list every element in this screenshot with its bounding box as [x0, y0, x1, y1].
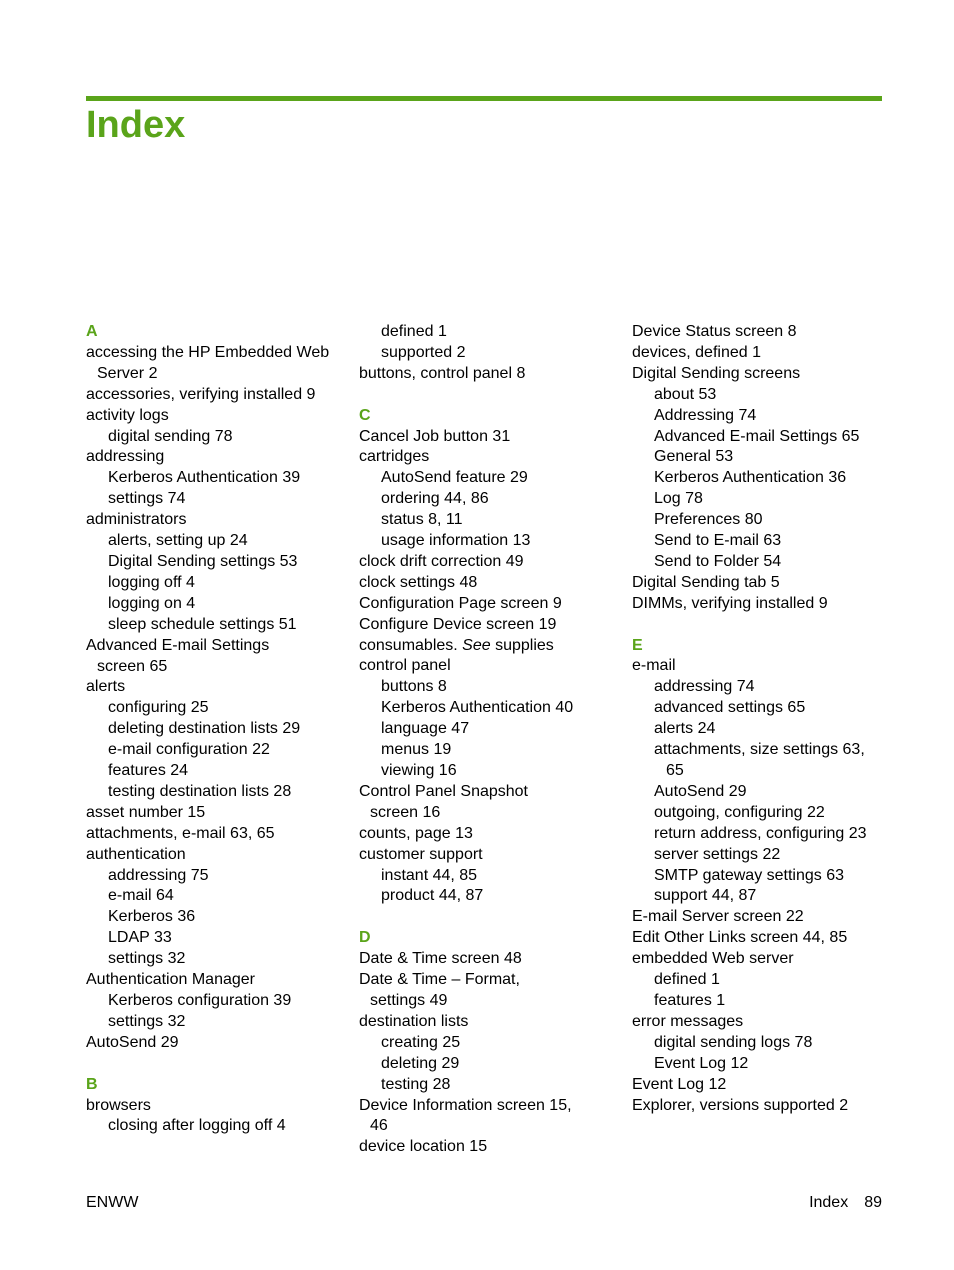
index-entry: administrators — [86, 511, 187, 529]
title-rule — [86, 96, 882, 101]
index-entry: cartridges — [359, 448, 430, 466]
index-subentry: sleep schedule settings 51 — [108, 615, 297, 633]
index-subentry: return address, configuring 23 — [654, 824, 867, 842]
index-entry: Edit Other Links screen 44, 85 — [632, 929, 848, 947]
index-subentry: status 8, 11 — [381, 511, 463, 529]
index-entry: Device Information screen 15, — [359, 1096, 572, 1114]
index-entry-continuation: settings 49 — [370, 991, 448, 1009]
index-entry: Advanced E-mail Settings — [86, 636, 270, 654]
index-column-1 — [86, 322, 348, 1137]
index-subentry: menus 19 — [381, 741, 452, 759]
index-entry-target: supplies — [490, 636, 554, 654]
index-subentry: deleting 29 — [381, 1054, 460, 1072]
index-entry: Digital Sending tab 5 — [632, 573, 780, 591]
index-entry: Digital Sending screens — [632, 364, 801, 382]
index-subentry: ordering 44, 86 — [381, 490, 489, 508]
index-subentry: General 53 — [654, 448, 734, 466]
index-entry: accessing the HP Embedded Web — [86, 343, 330, 361]
index-subentry: features 24 — [108, 762, 189, 780]
index-entry: Configuration Page screen 9 — [359, 594, 562, 612]
index-subentry: e-mail configuration 22 — [108, 741, 270, 759]
index-subentry: support 44, 87 — [654, 887, 757, 905]
index-subentry: digital sending logs 78 — [654, 1033, 813, 1051]
index-entry: Authentication Manager — [86, 971, 255, 989]
index-entry: Cancel Job button 31 — [359, 427, 511, 445]
index-entry-continuation: Server 2 — [97, 364, 158, 382]
index-subentry: defined 1 — [381, 323, 447, 340]
index-subentry: Kerberos Authentication 40 — [381, 699, 574, 717]
index-entry: clock settings 48 — [359, 573, 478, 591]
index-letter-b: B — [86, 1075, 98, 1093]
index-entry: browsers — [86, 1096, 151, 1114]
page-title: Index — [86, 104, 186, 146]
index-subentry: alerts 24 — [654, 720, 716, 738]
index-entry: destination lists — [359, 1012, 469, 1030]
index-entry: asset number 15 — [86, 803, 206, 821]
index-subentry: creating 25 — [381, 1033, 461, 1051]
index-entry-text: consumables. — [359, 636, 463, 654]
index-letter-e: E — [632, 636, 643, 654]
index-entry: activity logs — [86, 406, 169, 424]
index-subentry: Digital Sending settings 53 — [108, 552, 298, 570]
index-entry: Event Log 12 — [632, 1075, 727, 1093]
index-entry: device location 15 — [359, 1138, 488, 1156]
index-entry: Device Status screen 8 — [632, 323, 797, 340]
index-subentry: settings 32 — [108, 950, 186, 968]
index-subentry: Send to E-mail 63 — [654, 532, 782, 550]
index-subentry: buttons 8 — [381, 678, 447, 696]
index-subentry: Kerberos Authentication 39 — [108, 469, 301, 487]
index-subentry: Send to Folder 54 — [654, 552, 782, 570]
index-subentry: addressing 74 — [654, 678, 755, 696]
index-subentry: Kerberos 36 — [108, 908, 196, 926]
index-subentry: defined 1 — [654, 971, 720, 989]
index-subentry: Log 78 — [654, 490, 703, 508]
index-subentry: Event Log 12 — [654, 1054, 749, 1072]
index-entry: devices, defined 1 — [632, 343, 761, 361]
index-entry: DIMMs, verifying installed 9 — [632, 594, 828, 612]
index-subentry: instant 44, 85 — [381, 866, 478, 884]
index-subentry: logging on 4 — [108, 594, 196, 612]
index-subentry: usage information 13 — [381, 532, 531, 550]
index-subentry: addressing 75 — [108, 866, 209, 884]
index-subentry: alerts, setting up 24 — [108, 532, 248, 550]
index-subentry: Kerberos Authentication 36 — [654, 469, 847, 487]
index-subentry: testing 28 — [381, 1075, 451, 1093]
index-entry: AutoSend 29 — [86, 1033, 179, 1051]
index-subentry: closing after logging off 4 — [108, 1117, 286, 1135]
index-column-3 — [632, 322, 894, 1116]
index-entry: accessories, verifying installed 9 — [86, 385, 316, 403]
index-subentry: supported 2 — [381, 343, 466, 361]
index-entry: Control Panel Snapshot — [359, 782, 528, 800]
index-subentry: e-mail 64 — [108, 887, 174, 905]
index-entry: E-mail Server screen 22 — [632, 908, 804, 926]
index-entry: Explorer, versions supported 2 — [632, 1096, 849, 1114]
index-subentry: settings 74 — [108, 490, 186, 508]
index-subentry: testing destination lists 28 — [108, 782, 292, 800]
index-subentry: Addressing 74 — [654, 406, 757, 424]
index-subentry: configuring 25 — [108, 699, 209, 717]
index-subentry: Kerberos configuration 39 — [108, 992, 292, 1009]
index-entry-continuation: screen 16 — [370, 803, 441, 821]
index-letter-a: A — [86, 323, 98, 340]
index-subentry: LDAP 33 — [108, 929, 172, 947]
index-subentry: viewing 16 — [381, 762, 457, 780]
index-entry: buttons, control panel 8 — [359, 364, 526, 382]
footer-section: Index — [809, 1194, 849, 1211]
footer-page-number: 89 — [864, 1194, 882, 1211]
index-subentry: Advanced E-mail Settings 65 — [654, 427, 860, 445]
index-subentry: AutoSend feature 29 — [381, 469, 528, 487]
index-entry: counts, page 13 — [359, 824, 473, 842]
index-subentry: attachments, size settings 63, — [654, 741, 865, 759]
index-subentry: advanced settings 65 — [654, 699, 806, 717]
index-entry: Date & Time screen 48 — [359, 950, 522, 968]
index-entry: Configure Device screen 19 — [359, 615, 557, 633]
index-subentry: deleting destination lists 29 — [108, 720, 301, 738]
index-entry: control panel — [359, 657, 451, 675]
index-subentry: language 47 — [381, 720, 470, 738]
index-subentry-continuation: 65 — [666, 762, 684, 780]
index-subentry: features 1 — [654, 991, 726, 1009]
index-entry-continuation: 46 — [370, 1117, 388, 1135]
index-subentry: logging off 4 — [108, 573, 195, 591]
index-entry: alerts — [86, 678, 126, 696]
index-subentry: AutoSend 29 — [654, 782, 747, 800]
index-entry: customer support — [359, 845, 483, 863]
index-entry: attachments, e-mail 63, 65 — [86, 824, 275, 842]
index-subentry: server settings 22 — [654, 845, 781, 863]
index-entry: error messages — [632, 1012, 744, 1030]
index-entry-cross-reference — [359, 636, 621, 657]
footer-page-info — [809, 1193, 882, 1213]
index-subentry: SMTP gateway settings 63 — [654, 866, 845, 884]
index-subentry: Preferences 80 — [654, 511, 763, 529]
see-reference: See — [462, 636, 491, 654]
index-letter-c: C — [359, 406, 371, 424]
index-subentry: about 53 — [654, 385, 717, 403]
index-entry: e-mail — [632, 657, 676, 675]
index-subentry: settings 32 — [108, 1012, 186, 1030]
index-subentry: digital sending 78 — [108, 427, 233, 445]
index-column-2 — [359, 322, 621, 1158]
index-entry: addressing — [86, 448, 165, 466]
index-entry: Date & Time – Format, — [359, 971, 520, 989]
index-entry: authentication — [86, 845, 186, 863]
index-subentry: product 44, 87 — [381, 887, 484, 905]
index-entry-continuation: screen 65 — [97, 657, 168, 675]
index-entry: embedded Web server — [632, 950, 794, 968]
footer-doc-id: ENWW — [86, 1194, 139, 1211]
index-letter-d: D — [359, 929, 371, 947]
index-subentry: outgoing, configuring 22 — [654, 803, 825, 821]
index-entry: clock drift correction 49 — [359, 552, 524, 570]
